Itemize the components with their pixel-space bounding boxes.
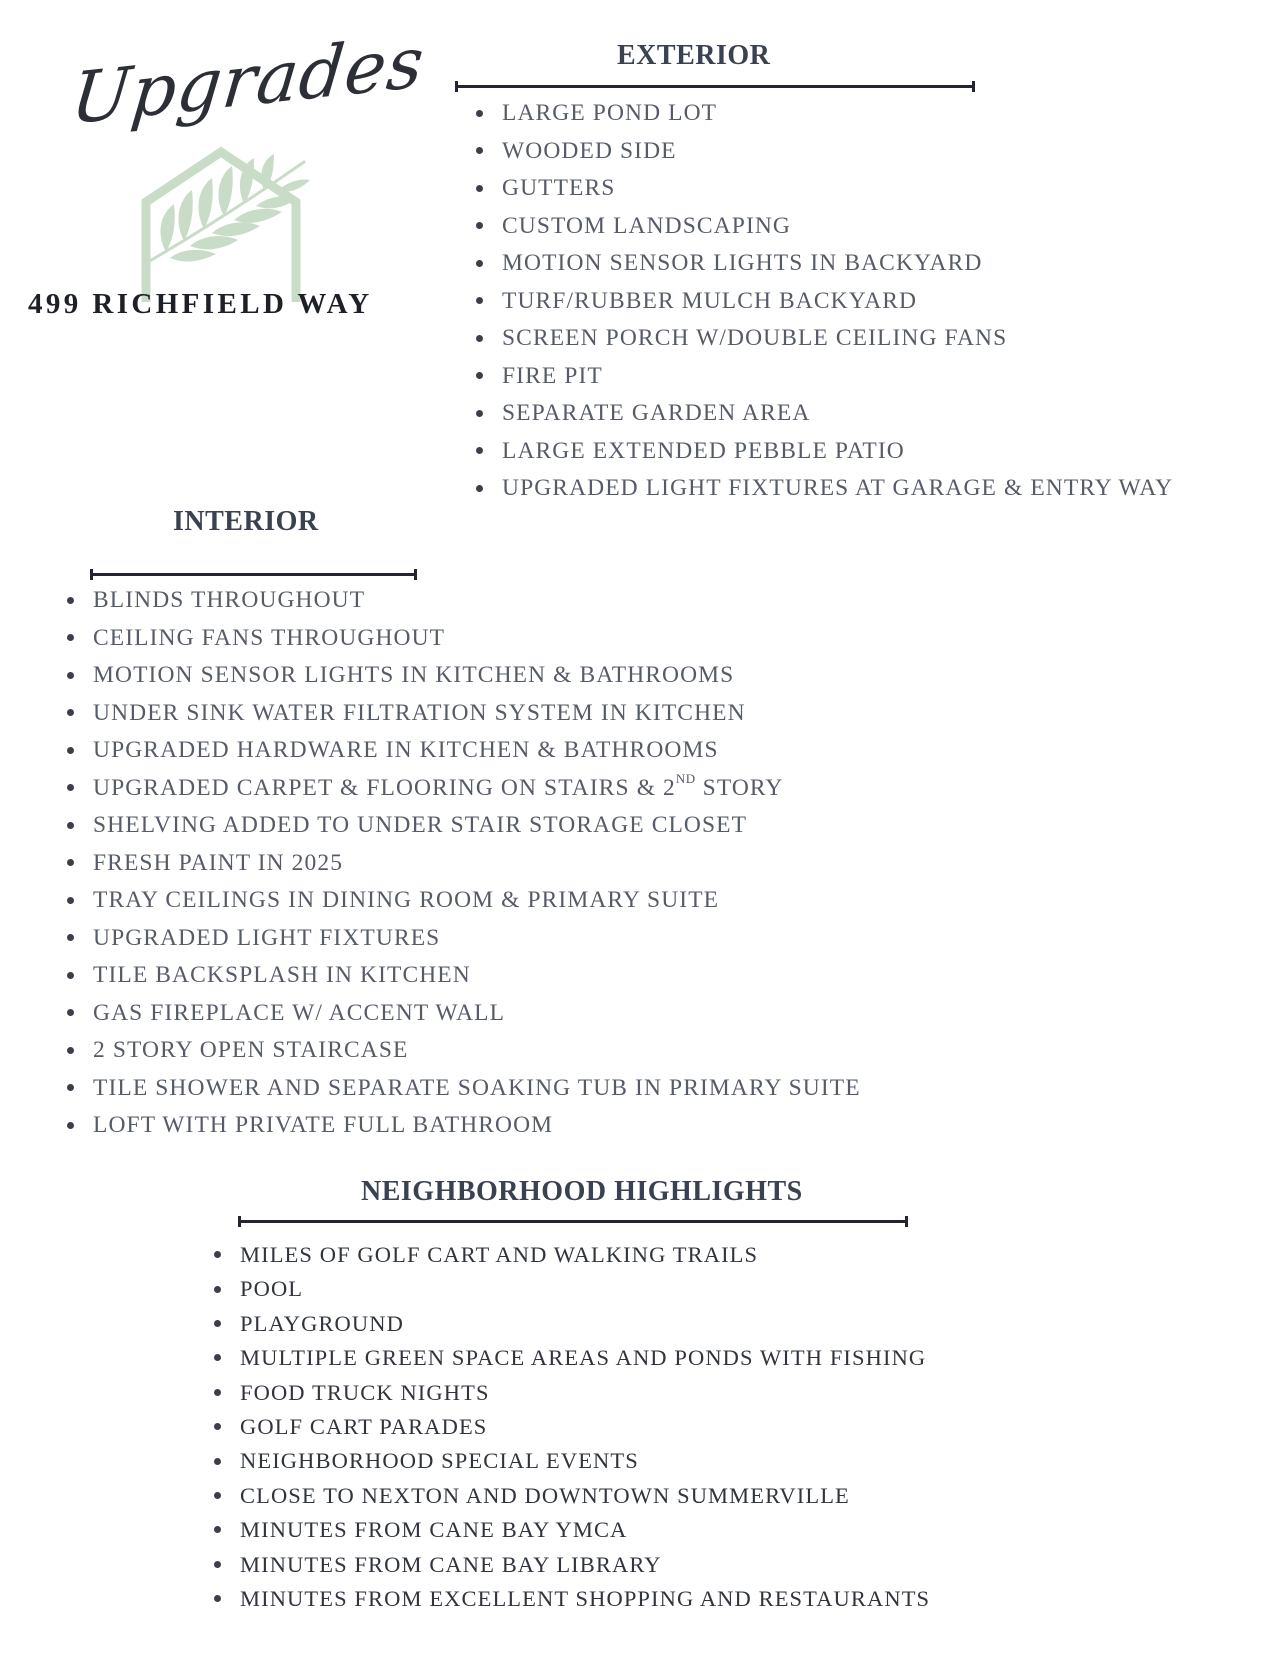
list-item: FOOD TRUCK NIGHTS <box>212 1376 930 1410</box>
script-title: Upgrades <box>67 20 429 141</box>
list-item: MINUTES FROM CANE BAY LIBRARY <box>212 1548 930 1582</box>
list-item: MOTION SENSOR LIGHTS IN KITCHEN & BATHROOMS <box>65 657 861 695</box>
list-item: CEILING FANS THROUGHOUT <box>65 620 861 658</box>
exterior-divider <box>455 85 975 88</box>
list-item: SHELVING ADDED TO UNDER STAIR STORAGE CLOSET <box>65 807 861 845</box>
list-item-tail: STORY <box>695 774 784 801</box>
list-item: GUTTERS <box>474 170 1173 208</box>
list-item: FIRE PIT <box>474 358 1173 396</box>
list-item: 2 STORY OPEN STAIRCASE <box>65 1032 861 1070</box>
list-item: TURF/RUBBER MULCH BACKYARD <box>474 283 1173 321</box>
list-item: TRAY CEILINGS IN DINING ROOM & PRIMARY SUITE <box>65 882 861 920</box>
house-leaf-icon <box>126 144 316 304</box>
address: 499 RICHFIELD WAY <box>28 288 373 320</box>
list-item: TILE SHOWER AND SEPARATE SOAKING TUB IN PRIMARY SUITE <box>65 1070 861 1108</box>
list-item <box>65 770 861 808</box>
list-item: LARGE EXTENDED PEBBLE PATIO <box>474 433 1173 471</box>
list-item: UPGRADED LIGHT FIXTURES AT GARAGE & ENTRY WAY <box>474 470 1173 508</box>
interior-list <box>65 582 861 1145</box>
exterior-title: EXTERIOR <box>617 40 771 71</box>
list-item: WOODED SIDE <box>474 133 1173 171</box>
list-item: LOFT WITH PRIVATE FULL BATHROOM <box>65 1107 861 1145</box>
list-item: MINUTES FROM CANE BAY YMCA <box>212 1513 930 1547</box>
list-item: SEPARATE GARDEN AREA <box>474 395 1173 433</box>
ordinal-suffix: ND <box>675 770 696 786</box>
neighborhood-list <box>212 1238 930 1616</box>
list-item: LARGE POND LOT <box>474 95 1173 133</box>
interior-title: INTERIOR <box>173 506 319 537</box>
list-item: MINUTES FROM EXCELLENT SHOPPING AND RESTAURANTS <box>212 1582 930 1616</box>
list-item: SCREEN PORCH W/DOUBLE CEILING FANS <box>474 320 1173 358</box>
list-item: TILE BACKSPLASH IN KITCHEN <box>65 957 861 995</box>
list-item: NEIGHBORHOOD SPECIAL EVENTS <box>212 1444 930 1478</box>
logo-block <box>20 20 429 348</box>
list-item: BLINDS THROUGHOUT <box>65 582 861 620</box>
list-item: UPGRADED HARDWARE IN KITCHEN & BATHROOMS <box>65 732 861 770</box>
list-item: MOTION SENSOR LIGHTS IN BACKYARD <box>474 245 1173 283</box>
list-item: MILES OF GOLF CART AND WALKING TRAILS <box>212 1238 930 1272</box>
list-item: GOLF CART PARADES <box>212 1410 930 1444</box>
exterior-list <box>474 95 1173 508</box>
list-item: CLOSE TO NEXTON AND DOWNTOWN SUMMERVILLE <box>212 1479 930 1513</box>
list-item: POOL <box>212 1272 930 1306</box>
list-item: MULTIPLE GREEN SPACE AREAS AND PONDS WITH FISHING <box>212 1341 930 1375</box>
list-item: CUSTOM LANDSCAPING <box>474 208 1173 246</box>
list-item-text: UPGRADED CARPET & FLOORING ON STAIRS & 2 <box>93 774 676 801</box>
list-item: GAS FIREPLACE W/ ACCENT WALL <box>65 995 861 1033</box>
list-item: UPGRADED LIGHT FIXTURES <box>65 920 861 958</box>
neighborhood-title: NEIGHBORHOOD HIGHLIGHTS <box>361 1176 803 1207</box>
list-item: UNDER SINK WATER FILTRATION SYSTEM IN KITCHEN <box>65 695 861 733</box>
interior-divider <box>90 573 417 576</box>
list-item: PLAYGROUND <box>212 1307 930 1341</box>
list-item: FRESH PAINT IN 2025 <box>65 845 861 883</box>
neighborhood-divider <box>238 1220 908 1223</box>
